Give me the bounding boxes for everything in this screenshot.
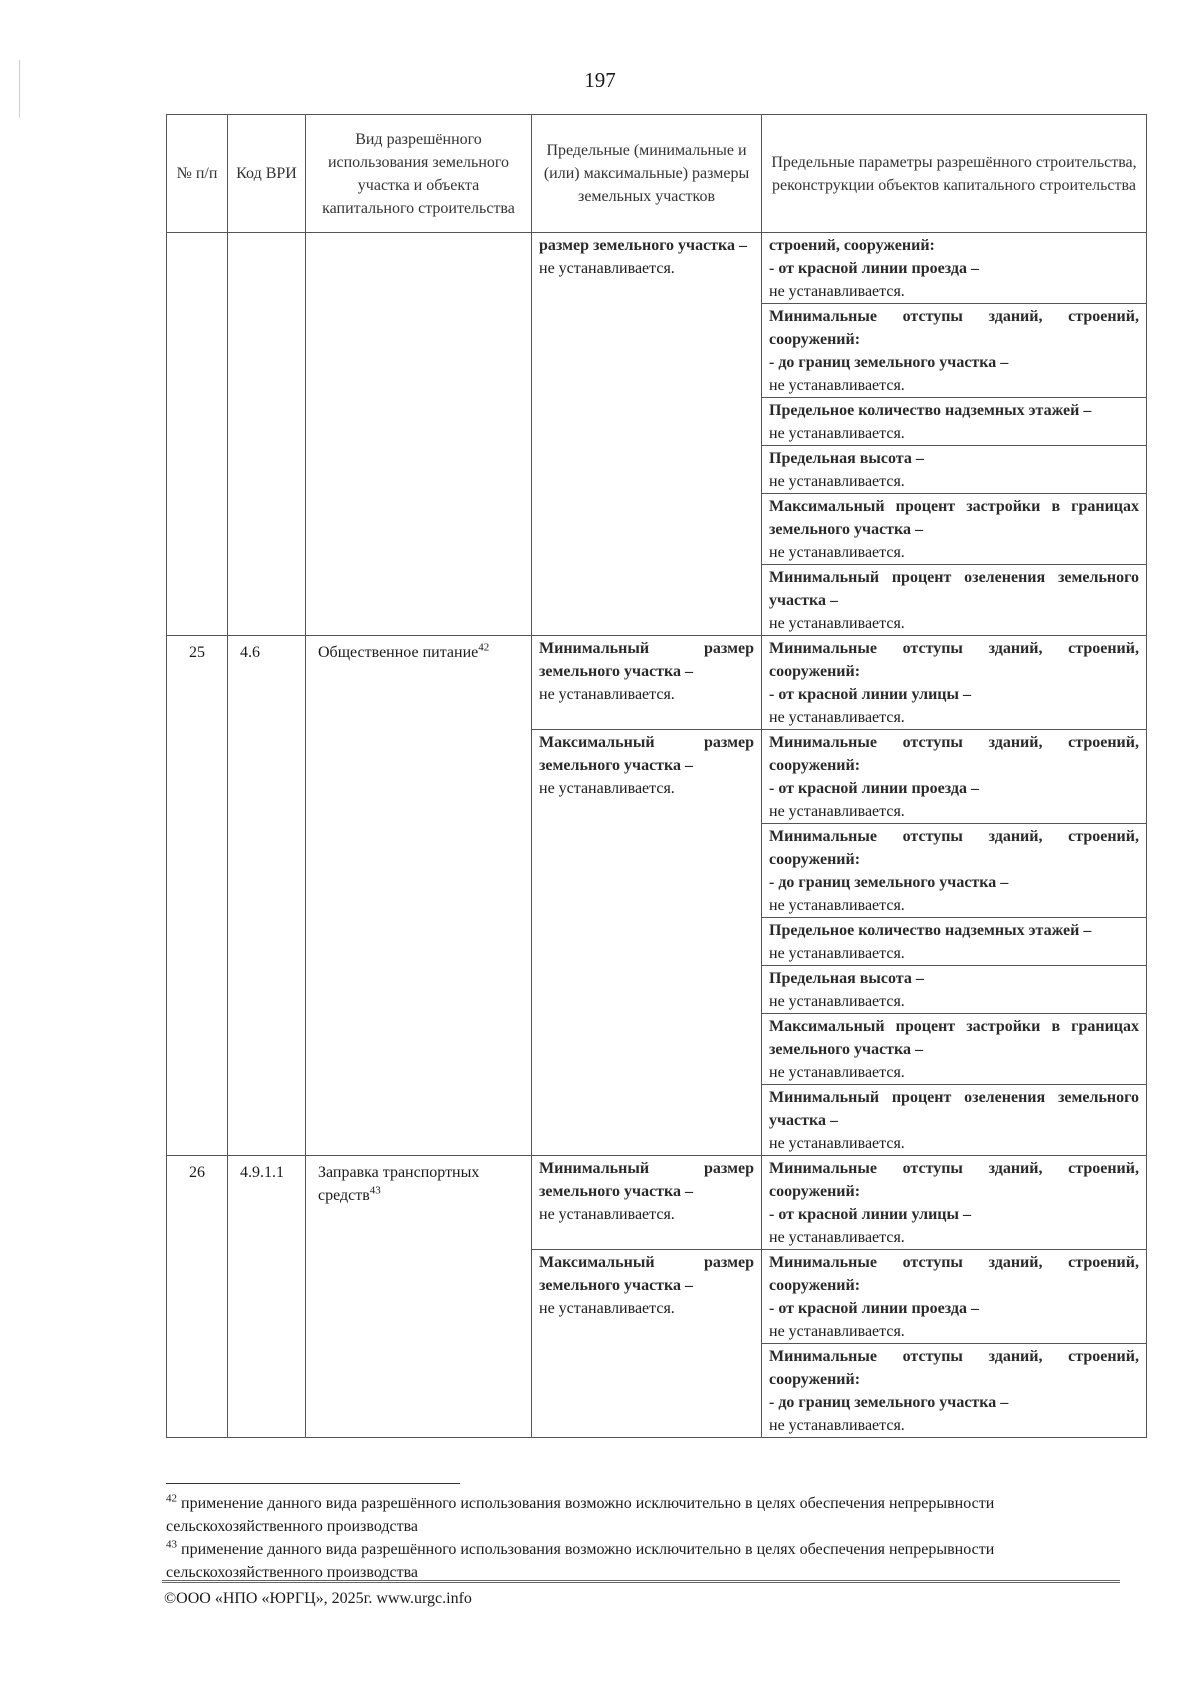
param-text: Предельная высота – не устанавливается.	[769, 970, 924, 1010]
header-num: № п/п	[167, 115, 228, 233]
param-text: Предельная высота – не устанавливается.	[769, 450, 924, 490]
table-row	[167, 636, 1147, 730]
param-text: Максимальный процент застройки в границах земельного участка – не устанавливается.	[769, 1018, 1139, 1081]
param-text: Максимальный размер земельного участка – не устанавливается.	[539, 734, 754, 797]
param-cell	[762, 824, 1147, 918]
num-cell: 25	[167, 636, 228, 1156]
page-number: 197	[584, 68, 616, 92]
header-code: Код ВРИ	[228, 115, 306, 233]
footnote-43: $^{43}$ применение данного вида разрешённого использования возможно исключительно в целях обеспечения непрерывности сельскохозяйственного производства	[166, 1538, 995, 1581]
param-text: Минимальные отступы зданий, строений, сооружений: - от красной линии улицы – не устанавливается.	[769, 640, 1139, 726]
vri-cell: Заправка транспортных средств$^{43}$	[306, 1156, 532, 1438]
header-vri: Вид разрешённого использования земельного участка и объекта капитального строительства	[306, 115, 532, 233]
param-text: Максимальный размер земельного участка – не устанавливается.	[539, 1254, 754, 1317]
param-cell	[762, 233, 1147, 304]
footnotes	[166, 1492, 1106, 1584]
code-cell	[228, 233, 306, 636]
param-text: Минимальные отступы зданий, строений, сооружений: - до границ земельного участка – не устанавливается.	[769, 828, 1139, 914]
param-text: Минимальный размер земельного участка – не устанавливается.	[539, 640, 754, 703]
param-text: Минимальные отступы зданий, строений, сооружений: - от красной линии проезда – не устанавливается.	[769, 1254, 1139, 1340]
param-cell	[762, 1085, 1147, 1156]
footnote-42: $^{42}$ применение данного вида разрешённого использования возможно исключительно в целях обеспечения непрерывности сельскохозяйственного производства	[166, 1492, 995, 1535]
footnote-rule	[166, 1483, 460, 1484]
plot-cell	[532, 233, 762, 636]
table-row	[167, 233, 1147, 304]
param-cell	[762, 1344, 1147, 1438]
param-cell	[762, 446, 1147, 494]
param-cell	[762, 918, 1147, 966]
param-text: Минимальный процент озеленения земельного участка – не устанавливается.	[769, 1089, 1139, 1152]
param-text: Минимальные отступы зданий, строений, сооружений: - до границ земельного участка – не устанавливается.	[769, 1348, 1139, 1434]
param-text: Минимальный процент озеленения земельного участка – не устанавливается.	[769, 569, 1139, 632]
bottom-rule	[162, 1580, 1120, 1583]
vri-cell: Общественное питание$^{42}$	[306, 636, 532, 1156]
num-cell: 26	[167, 1156, 228, 1438]
plot-min-cell	[532, 1156, 762, 1250]
param-cell	[762, 966, 1147, 1014]
param-cell	[762, 494, 1147, 565]
param-cell	[762, 1250, 1147, 1344]
header-plot-sizes: Предельные (минимальные и (или) максимальные) размеры земельных участков	[532, 115, 762, 233]
param-text: Максимальный процент застройки в границах земельного участка – не устанавливается.	[769, 498, 1139, 561]
param-cell	[762, 1156, 1147, 1250]
param-text: Предельное количество надземных этажей – не устанавливается.	[769, 402, 1092, 442]
copyright: ©ООО «НПО «ЮРГЦ», 2025г. www.urgc.info	[164, 1590, 472, 1607]
param-text: размер земельного участка – не устанавливается.	[539, 237, 748, 277]
param-text: Минимальный размер земельного участка – не устанавливается.	[539, 1160, 754, 1223]
table-row	[167, 1156, 1147, 1250]
code-cell: 4.6	[228, 636, 306, 1156]
param-cell	[762, 565, 1147, 636]
header-build-params: Предельные параметры разрешённого строительства, реконструкции объектов капитального строительства	[762, 115, 1147, 233]
param-cell	[762, 398, 1147, 446]
vri-cell	[306, 233, 532, 636]
code-cell: 4.9.1.1	[228, 1156, 306, 1438]
param-text: Минимальные отступы зданий, строений, сооружений: - от красной линии проезда – не устанавливается.	[769, 734, 1139, 820]
plot-min-cell	[532, 636, 762, 730]
param-cell	[762, 1014, 1147, 1085]
param-cell	[762, 636, 1147, 730]
num-cell	[167, 233, 228, 636]
param-cell	[762, 304, 1147, 398]
plot-max-cell	[532, 1250, 762, 1438]
plot-max-cell	[532, 730, 762, 1156]
param-text: Минимальные отступы зданий, строений, сооружений: - от красной линии улицы – не устанавливается.	[769, 1160, 1139, 1246]
param-text: строений, сооружений: - от красной линии проезда – не устанавливается.	[769, 237, 979, 300]
param-cell	[762, 730, 1147, 824]
regulations-table	[166, 114, 1147, 1438]
param-text: Предельное количество надземных этажей – не устанавливается.	[769, 922, 1092, 962]
param-text: Минимальные отступы зданий, строений, сооружений: - до границ земельного участка – не устанавливается.	[769, 308, 1139, 394]
